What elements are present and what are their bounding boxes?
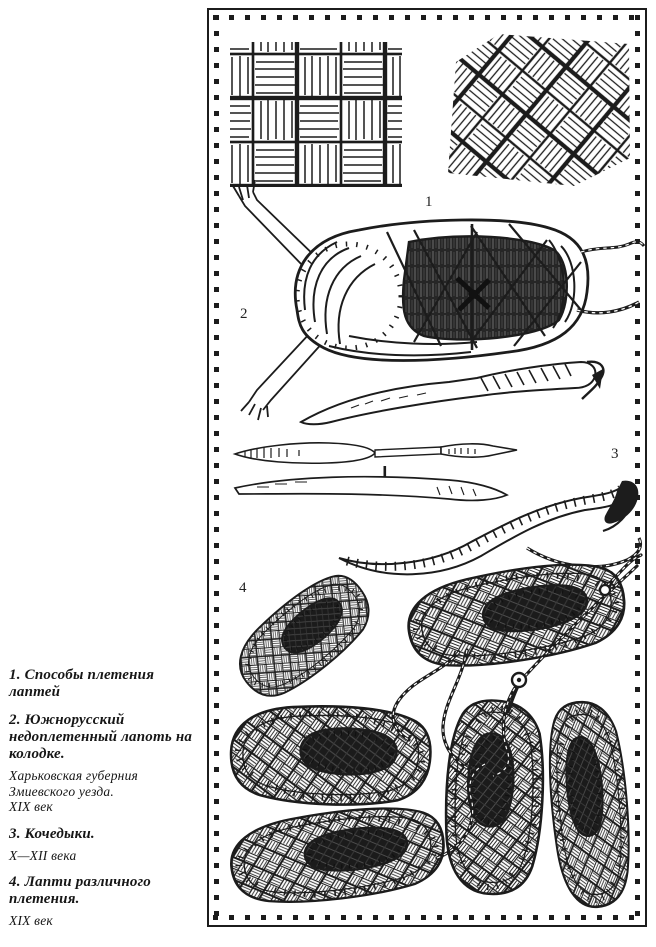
diagonal-weave-figure — [448, 34, 630, 186]
caption-title: Способы плетения лаптей — [9, 667, 155, 700]
figure-3-label: 3 — [611, 446, 619, 462]
figure-2-label: 2 — [240, 306, 248, 322]
caption-details — [9, 848, 195, 864]
caption-details — [9, 768, 195, 815]
plate-panel — [207, 8, 647, 927]
kochedyki-figure — [235, 362, 641, 575]
caption-title: Лапти различного плетения. — [9, 874, 152, 907]
caption-number: 4. — [9, 874, 21, 890]
caption-detail: X—XII века — [9, 847, 77, 863]
figure-4-label: 4 — [239, 580, 247, 596]
lapti-group-figure — [224, 555, 641, 910]
caption-title: Кочедыки. — [24, 825, 95, 842]
straight-weave-figure — [230, 42, 402, 187]
caption-number: 3. — [9, 825, 21, 842]
caption-item-4 — [9, 874, 195, 929]
caption-column — [9, 667, 195, 940]
caption-number: 1. — [9, 667, 21, 683]
caption-title: Южнорусский недоплетенный лапоть на колодке. — [9, 712, 193, 762]
caption-item-3 — [9, 826, 195, 864]
plate-illustration — [209, 10, 645, 925]
caption-detail: XIX век — [9, 913, 53, 928]
caption-detail: Харьковская губерния Змиевского уезда. — [9, 768, 139, 799]
caption-item-1 — [9, 667, 195, 701]
figure-1-label: 1 — [425, 194, 433, 210]
caption-details — [9, 913, 195, 929]
caption-number: 2. — [9, 712, 21, 728]
caption-detail: XIX век — [9, 799, 53, 814]
caption-item-2 — [9, 712, 195, 815]
